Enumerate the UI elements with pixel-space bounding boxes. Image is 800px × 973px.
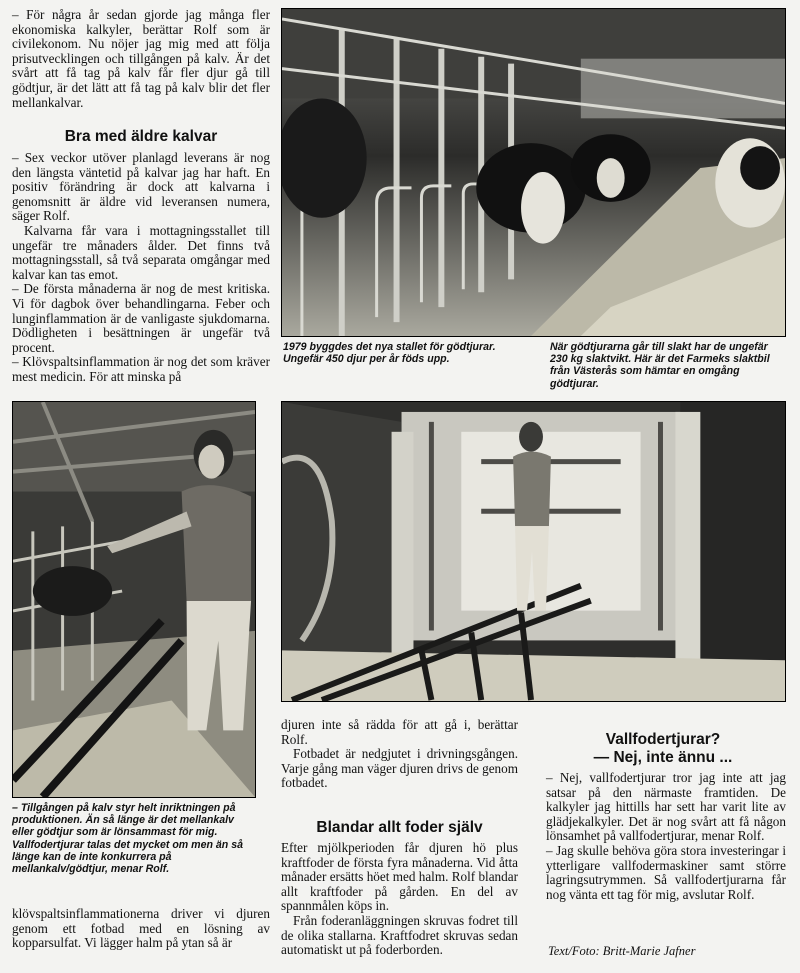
middle-paragraph: Fotbadet är nedgjutet i drivningsgången. Varje gång man väger djuren drivs de genom fotbadet.	[281, 746, 518, 791]
heading-line: Vallfodertjurar?	[605, 731, 721, 748]
photo2-caption: När gödtjurarna går till slakt har de ungefär 230 kg slaktvikt. Här är det Farmeks slaktbil från Västerås som hämtar en omgång gödtjurar.	[550, 341, 770, 390]
middle-continued-text	[281, 718, 518, 791]
middle-paragraph: Efter mjölkperioden får djuren hö plus kraftfoder de första fyra månaderna. Vid åtta månader ersätts höet med halm. Rolf blandar allt kraftfoder på gården. En del av spannmålen köps in.	[281, 840, 518, 914]
photo1-caption: 1979 byggdes det nya stallet för gödtjurar. Ungefär 450 djur per år föds upp.	[283, 341, 496, 366]
middle-paragraph: Från foderanläggningen skruvas fodret till de olika stallarna. Kraftfodret skruvas sedan automatiskt ut på foderborden.	[281, 912, 518, 958]
section1-paragraph: – Klövspaltsinflammation är nog det som kräver mest medicin. För att minska på	[12, 354, 270, 384]
right-paragraph: – Nej, vallfodertjurar tror jag inte att jag satsar på den närmaste framtiden. De kalkyler jag hittills har sett har varit lite av glädjekalkyler. Det är nog svårt att få någon lönsamhet på vallfodertjurar, menar Rolf.	[546, 770, 786, 844]
right-text	[546, 771, 786, 902]
intro-paragraph: – För några år sedan gjorde jag många fler ekonomiska kalkyler, berättar Rolf som är civilekonom. Nu nöjer jag mig med att följa prisutvecklingen och tillgången på kalv. Är det svårt att få tag på kalv får fler djur gå till gödtjur, är det lätt att få tag på kalv blir det fler mellankalvar.	[12, 7, 270, 110]
barn-cattle-photo	[281, 8, 786, 337]
right-paragraph: – Jag skulle behöva göra stora investeringar i ytterligare vallfodermaskiner samt större lagringsutrymmen. Så vallfodertjurarna får nog vänta ett tag för mig, avslutar Rolf.	[546, 842, 786, 902]
section-heading-blandar-foder: Blandar allt foder själv	[316, 819, 483, 836]
intro-text	[12, 8, 270, 110]
section1-paragraph: Kalvarna får vara i mottagningsstallet till ungefär tre månaders ålder. Det finns två mottagningsstall, så två separata omgångar med kalvar kan tas emot.	[12, 222, 270, 282]
section-heading-vallfodertjurar	[540, 731, 786, 767]
heading-line: — Nej, inte ännu ...	[593, 749, 733, 766]
photo3-caption: – Tillgången på kalv styr helt inriktningen på produktionen. Än så länge är det mellankalv eller gödtjur som är lönsammast för mig. Vallfodertjurar talas det mycket om men än så länge kan de inte konkurrera på mellankalv/gödtjur, menar Rolf.	[12, 802, 243, 876]
bottom-left-paragraph: klövspaltsinflammationerna driver vi djuren genom ett fotbad med en lösning av kopparsulfat. Vi lägger halm på ytan så är	[12, 906, 270, 951]
section1-paragraph: – De första månaderna är nog de mest kritiska. Vi för dagbok över behandlingarna. Feber och lunginflammation är de vanligaste sjukdomarna. Dödligheten i besättningen är ungefär två procent.	[12, 281, 270, 355]
photo-text-credit: Text/Foto: Britt-Marie Jafner	[548, 944, 696, 958]
middle-paragraph: djuren inte så rädda för att gå i, berättar Rolf.	[281, 717, 518, 747]
section1-text	[12, 151, 270, 385]
section1-paragraph: – Sex veckor utöver planlagd leverans är nog den längsta väntetid på kalvar jag har haft. En positiv förändring är dock att kalvarna i genomsnitt är äldre vid leveransen numera, säger Rolf.	[12, 150, 270, 224]
section-heading-aldre-kalvar: Bra med äldre kalvar	[64, 128, 218, 145]
bottom-left-text	[12, 907, 270, 951]
middle-feed-text	[281, 841, 518, 958]
slaughter-truck-photo	[281, 401, 786, 702]
man-feeding-calves-photo	[12, 401, 256, 798]
